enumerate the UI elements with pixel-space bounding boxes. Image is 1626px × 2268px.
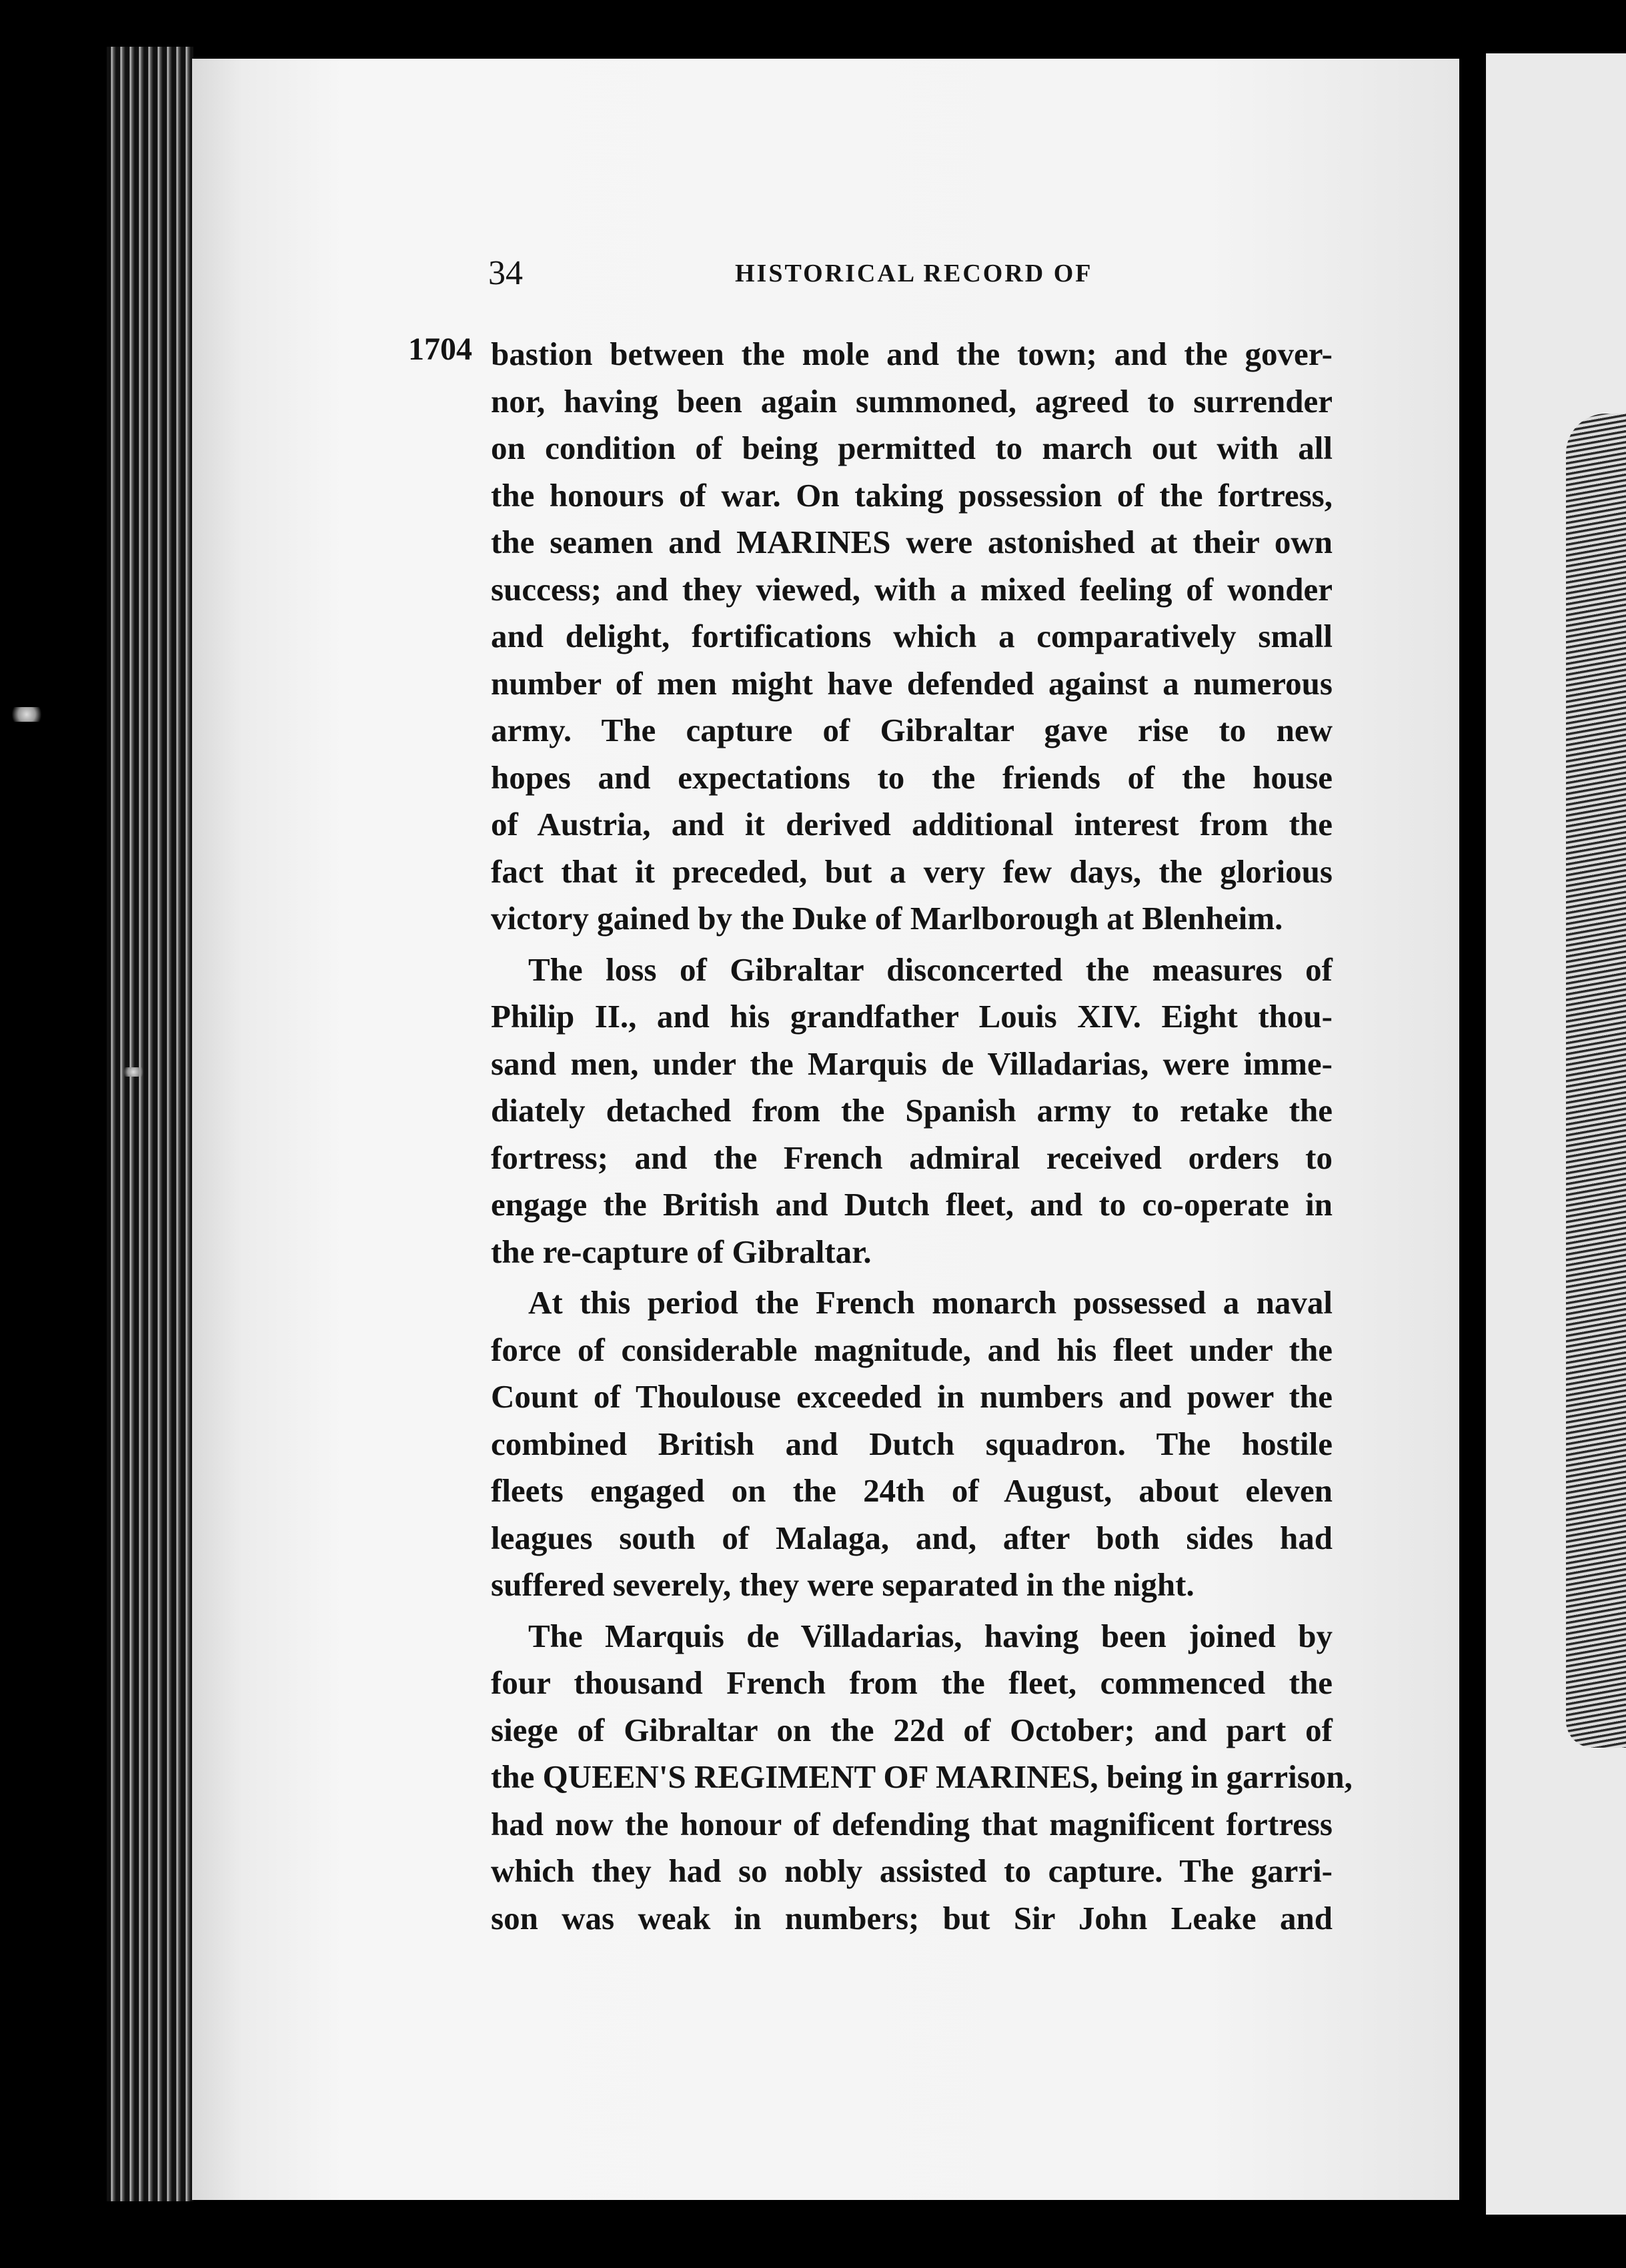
text-line: diately detached from the Spanish army to retake the — [491, 1092, 1333, 1129]
text-line: and delight, fortifications which a comparatively small — [491, 618, 1333, 654]
text-line: the seamen and MARINES were astonished at their own — [491, 524, 1333, 560]
scan-speck — [120, 1067, 147, 1077]
scan-speck — [7, 707, 47, 722]
text-line: Philip II., and his grandfather Louis XIV. Eight thou- — [491, 998, 1333, 1035]
text-line: son was weak in numbers; but Sir John Leake and — [491, 1899, 1333, 1936]
text-line: number of men might have defended against a numerous — [491, 664, 1333, 702]
text-line: The loss of Gibraltar disconcerted the measures of — [528, 951, 1333, 988]
text-line: At this period the French monarch possessed a naval — [528, 1284, 1333, 1321]
text-line: army. The capture of Gibraltar gave rise to new — [491, 712, 1333, 748]
text-line: sand men, under the Marquis de Villadarias, were imme- — [491, 1045, 1333, 1082]
text-line: combined British and Dutch squadron. The hostile — [491, 1425, 1333, 1462]
text-line: the re-capture of Gibraltar. — [491, 1233, 872, 1270]
text-line: leagues south of Malaga, and, after both sides had — [491, 1519, 1333, 1556]
text-line: siege of Gibraltar on the 22d of October; and part of — [491, 1711, 1333, 1748]
text-line: engage the British and Dutch fleet, and to co-operate in — [491, 1186, 1333, 1223]
text-line: hopes and expectations to the friends of the house — [491, 758, 1333, 796]
text-line: force of considerable magnitude, and his fleet under the — [491, 1331, 1333, 1368]
page-header — [488, 253, 1353, 300]
text-line: the honours of war. On taking possession of the fortress, — [491, 476, 1333, 514]
text-line: the QUEEN'S REGIMENT OF MARINES, being in garrison, — [491, 1758, 1353, 1795]
page-number: 34 — [488, 254, 523, 292]
text-line: fortress; and the French admiral received orders to — [491, 1139, 1333, 1176]
text-line: had now the honour of defending that magnificent fortress — [491, 1805, 1333, 1842]
running-head: HISTORICAL RECORD OF — [735, 259, 1093, 288]
text-line: The Marquis de Villadarias, having been joined by — [528, 1617, 1333, 1654]
book-page-edges — [107, 47, 193, 2201]
text-line: four thousand French from the fleet, commenced the — [491, 1664, 1333, 1701]
text-line: of Austria, and it derived additional interest from the — [491, 806, 1333, 842]
body-text — [491, 331, 1353, 1942]
text-line: Count of Thoulouse exceeded in numbers and power the — [491, 1378, 1333, 1415]
margin-year: 1704 — [408, 332, 472, 367]
text-line: success; and they viewed, with a mixed feeling of wonder — [491, 570, 1333, 608]
text-line: which they had so nobly assisted to capture. The garri- — [491, 1852, 1333, 1889]
facing-page-edge — [1486, 53, 1626, 2215]
text-line: victory gained by the Duke of Marlborough at Blenheim. — [491, 900, 1283, 937]
text-line: on condition of being permitted to march out with all — [491, 430, 1333, 466]
text-line: suffered severely, they were separated in the night. — [491, 1566, 1194, 1603]
text-line: nor, having been again summoned, agreed to surrender — [491, 382, 1333, 420]
text-line: bastion between the mole and the town; and the gover- — [491, 336, 1333, 372]
text-line: fleets engaged on the 24th of August, about eleven — [491, 1472, 1333, 1509]
text-line: fact that it preceded, but a very few days, the glorious — [491, 853, 1333, 890]
facing-page-engraving — [1566, 414, 1626, 1748]
